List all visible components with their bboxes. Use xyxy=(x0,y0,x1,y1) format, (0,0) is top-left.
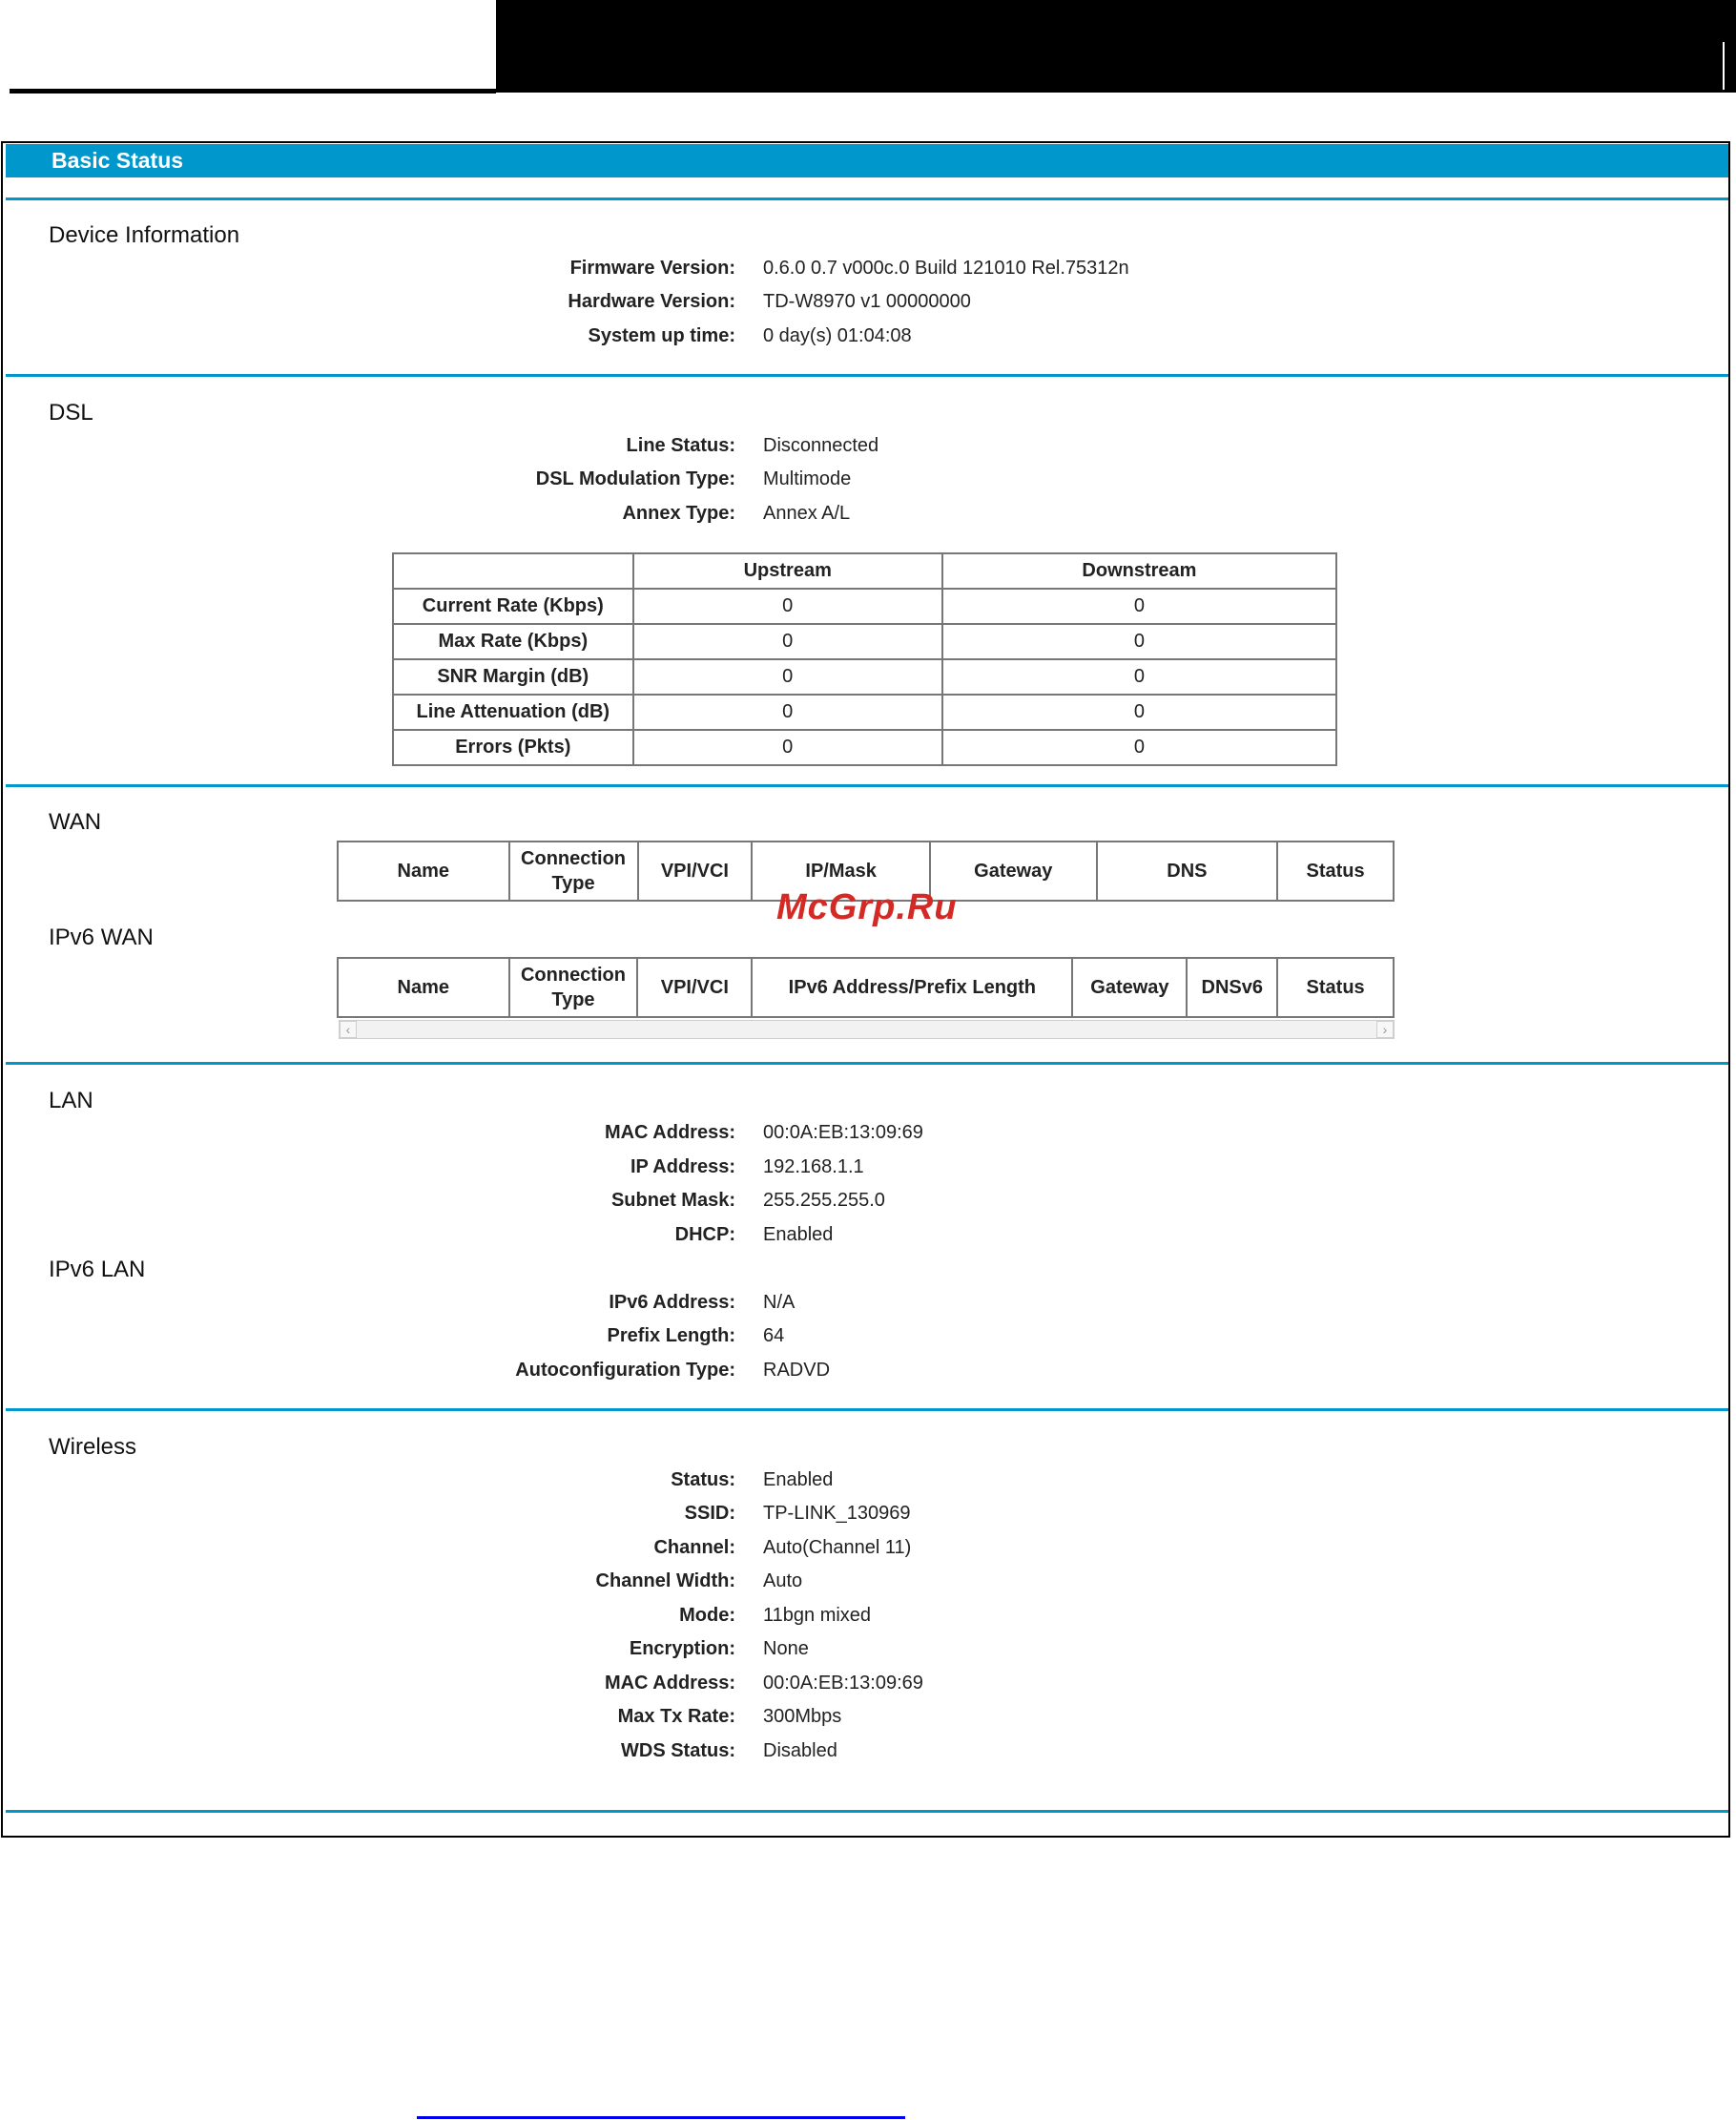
wan-header-vpi-vci: VPI/VCI xyxy=(638,842,753,901)
dsl-modulation-value: Multimode xyxy=(763,468,852,489)
max-tx-rate-value: 300Mbps xyxy=(763,1706,842,1727)
max-tx-rate-label: Max Tx Rate: xyxy=(617,1706,735,1727)
uptime-value: 0 day(s) 01:04:08 xyxy=(763,325,912,346)
encryption-label: Encryption: xyxy=(629,1638,735,1659)
wan-header-status: Status xyxy=(1277,842,1394,901)
section-divider xyxy=(6,1062,1728,1065)
prefix-length-value: 64 xyxy=(763,1325,785,1346)
dsl-modulation-label: DSL Modulation Type: xyxy=(535,468,735,489)
line-status-value: Disconnected xyxy=(763,435,879,456)
section-title-ipv6-wan: IPv6 WAN xyxy=(49,925,154,950)
firmware-version-value: 0.6.0 0.7 v000c.0 Build 121010 Rel.75312n xyxy=(763,258,1129,279)
wan-header-dns: DNS xyxy=(1097,842,1278,901)
ipv6-wan-header-vpi-vci: VPI/VCI xyxy=(637,958,752,1017)
section-title-lan: LAN xyxy=(49,1088,93,1113)
section-title-dsl: DSL xyxy=(49,400,93,426)
lan-subnet-value: 255.255.255.0 xyxy=(763,1190,885,1211)
dsl-rate-table xyxy=(392,552,1337,766)
ipv6-wan-table xyxy=(337,957,1395,1018)
wds-status-label: WDS Status: xyxy=(621,1740,735,1761)
ipv6-wan-horizontal-scrollbar[interactable] xyxy=(339,1020,1395,1039)
dsl-table-corner xyxy=(393,553,633,589)
firmware-version-label: Firmware Version: xyxy=(569,258,735,279)
wan-header-name: Name xyxy=(338,842,509,901)
wan-header-connection-type: Connection Type xyxy=(509,842,638,901)
dsl-upstream-value: 0 xyxy=(633,659,942,695)
ipv6-wan-header-address-prefix: IPv6 Address/Prefix Length xyxy=(752,958,1072,1017)
table-row xyxy=(393,589,1336,624)
dsl-upstream-value: 0 xyxy=(633,624,942,659)
watermark: McGrp.Ru xyxy=(776,887,958,927)
hardware-version-value: TD-W8970 v1 00000000 xyxy=(763,291,971,312)
dsl-downstream-value: 0 xyxy=(942,730,1336,765)
hardware-version-label: Hardware Version: xyxy=(568,291,735,312)
dsl-downstream-value: 0 xyxy=(942,624,1336,659)
lan-dhcp-value: Enabled xyxy=(763,1224,834,1245)
lan-mac-label: MAC Address: xyxy=(604,1122,735,1143)
dsl-table-header-downstream: Downstream xyxy=(942,553,1336,589)
dsl-row-label: Current Rate (Kbps) xyxy=(393,589,633,624)
dsl-downstream-value: 0 xyxy=(942,695,1336,730)
section-divider xyxy=(6,374,1728,377)
lan-ip-label: IP Address: xyxy=(630,1156,735,1177)
mode-value: 11bgn mixed xyxy=(763,1605,872,1626)
channel-width-value: Auto xyxy=(763,1570,803,1591)
encryption-value: None xyxy=(763,1638,809,1659)
dsl-downstream-value: 0 xyxy=(942,659,1336,695)
wds-status-value: Disabled xyxy=(763,1740,837,1761)
wan-header-gateway: Gateway xyxy=(930,842,1097,901)
dsl-upstream-value: 0 xyxy=(633,730,942,765)
dsl-row-label: Line Attenuation (dB) xyxy=(393,695,633,730)
autoconfig-type-value: RADVD xyxy=(763,1360,831,1381)
section-divider xyxy=(6,784,1728,787)
page-header-rule xyxy=(10,89,496,94)
scroll-left-arrow-icon[interactable]: ‹ xyxy=(340,1021,357,1038)
section-divider xyxy=(6,1408,1728,1411)
ipv6-wan-header-status: Status xyxy=(1277,958,1394,1017)
channel-value: Auto(Channel 11) xyxy=(763,1537,912,1558)
lan-ip-value: 192.168.1.1 xyxy=(763,1156,864,1177)
section-divider xyxy=(6,197,1728,200)
line-status-label: Line Status: xyxy=(626,435,735,456)
dsl-row-label: Errors (Pkts) xyxy=(393,730,633,765)
ipv6-wan-header-dnsv6: DNSv6 xyxy=(1187,958,1277,1017)
page-header-tick xyxy=(504,84,511,86)
table-row xyxy=(393,659,1336,695)
table-row xyxy=(393,730,1336,765)
page-title: Basic Status xyxy=(52,148,184,173)
mode-label: Mode: xyxy=(679,1605,735,1626)
ipv6-address-value: N/A xyxy=(763,1292,796,1313)
ssid-value: TP-LINK_130969 xyxy=(763,1503,911,1524)
wireless-mac-label: MAC Address: xyxy=(604,1673,735,1694)
section-title-ipv6-lan: IPv6 LAN xyxy=(49,1257,146,1282)
panel-title-bar xyxy=(6,144,1728,177)
dsl-upstream-value: 0 xyxy=(633,589,942,624)
ipv6-wan-header-gateway: Gateway xyxy=(1072,958,1187,1017)
table-row xyxy=(393,624,1336,659)
page-header-corner xyxy=(1723,42,1725,90)
dsl-row-label: SNR Margin (dB) xyxy=(393,659,633,695)
uptime-label: System up time: xyxy=(588,325,735,346)
ipv6-wan-header-name: Name xyxy=(338,958,509,1017)
section-title-wireless: Wireless xyxy=(49,1434,137,1460)
section-title-wan: WAN xyxy=(49,809,102,835)
annex-type-label: Annex Type: xyxy=(622,503,735,524)
channel-width-label: Channel Width: xyxy=(595,1570,735,1591)
table-row xyxy=(393,695,1336,730)
scroll-right-arrow-icon[interactable]: › xyxy=(1376,1021,1394,1038)
ipv6-wan-header-connection-type: Connection Type xyxy=(509,958,638,1017)
section-divider xyxy=(6,1810,1728,1813)
page-header-band xyxy=(496,0,1736,93)
lan-dhcp-label: DHCP: xyxy=(674,1224,735,1245)
lan-subnet-label: Subnet Mask: xyxy=(610,1190,735,1211)
dsl-downstream-value: 0 xyxy=(942,589,1336,624)
ssid-label: SSID: xyxy=(684,1503,735,1524)
prefix-length-label: Prefix Length: xyxy=(607,1325,735,1346)
footer-link-underline[interactable] xyxy=(417,2116,905,2119)
autoconfig-type-label: Autoconfiguration Type: xyxy=(515,1360,735,1381)
basic-status-panel xyxy=(1,141,1730,1838)
wireless-status-label: Status: xyxy=(671,1469,735,1490)
wireless-status-value: Enabled xyxy=(763,1469,834,1490)
lan-mac-value: 00:0A:EB:13:09:69 xyxy=(763,1122,923,1143)
annex-type-value: Annex A/L xyxy=(763,503,851,524)
dsl-upstream-value: 0 xyxy=(633,695,942,730)
section-title-device-info: Device Information xyxy=(49,222,240,248)
wireless-mac-value: 00:0A:EB:13:09:69 xyxy=(763,1673,923,1694)
dsl-table-header-upstream: Upstream xyxy=(633,553,942,589)
ipv6-address-label: IPv6 Address: xyxy=(609,1292,735,1313)
dsl-row-label: Max Rate (Kbps) xyxy=(393,624,633,659)
channel-label: Channel: xyxy=(653,1537,735,1558)
wan-header-ip-mask: IP/Mask xyxy=(752,842,930,901)
